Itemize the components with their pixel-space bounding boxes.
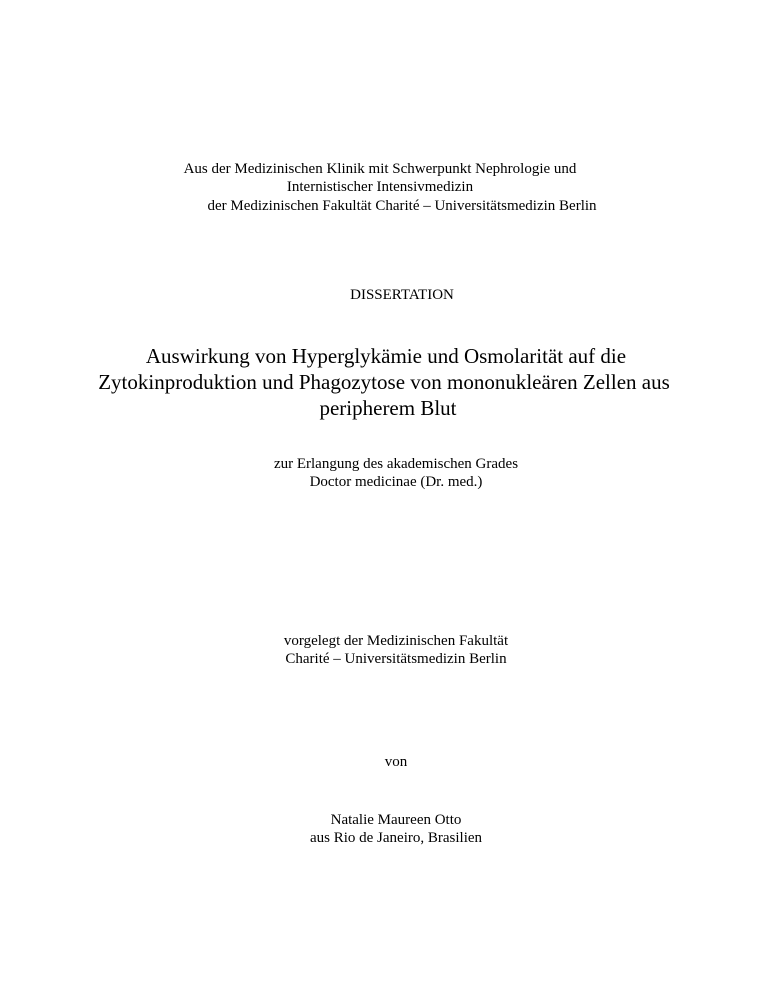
title-line-3: peripherem Blut <box>319 396 457 420</box>
institution-line-2: Internistischer Intensivmedizin <box>286 179 474 195</box>
institution-line-3: der Medizinischen Fakultät Charité – Universitätsmedizin Berlin <box>207 198 597 214</box>
author-origin: aus Rio de Janeiro, Brasilien <box>309 830 483 846</box>
title-line-2: Zytokinproduktion und Phagozytose von mononukleären Zellen aus <box>98 370 670 394</box>
submitted-line-2: Charité – Universitätsmedizin Berlin <box>285 651 507 667</box>
degree-line-1: zur Erlangung des akademischen Grades <box>273 456 519 472</box>
document-type: DISSERTATION <box>350 287 454 303</box>
author-name: Natalie Maureen Otto <box>330 812 462 828</box>
degree-line-2: Doctor medicinae (Dr. med.) <box>309 474 483 490</box>
by-label: von <box>384 754 408 770</box>
submitted-line-1: vorgelegt der Medizinischen Fakultät <box>283 633 509 649</box>
institution-line-1: Aus der Medizinischen Klinik mit Schwerpunkt Nephrologie und <box>183 161 577 177</box>
title-line-1: Auswirkung von Hyperglykämie und Osmolarität auf die <box>145 344 627 368</box>
